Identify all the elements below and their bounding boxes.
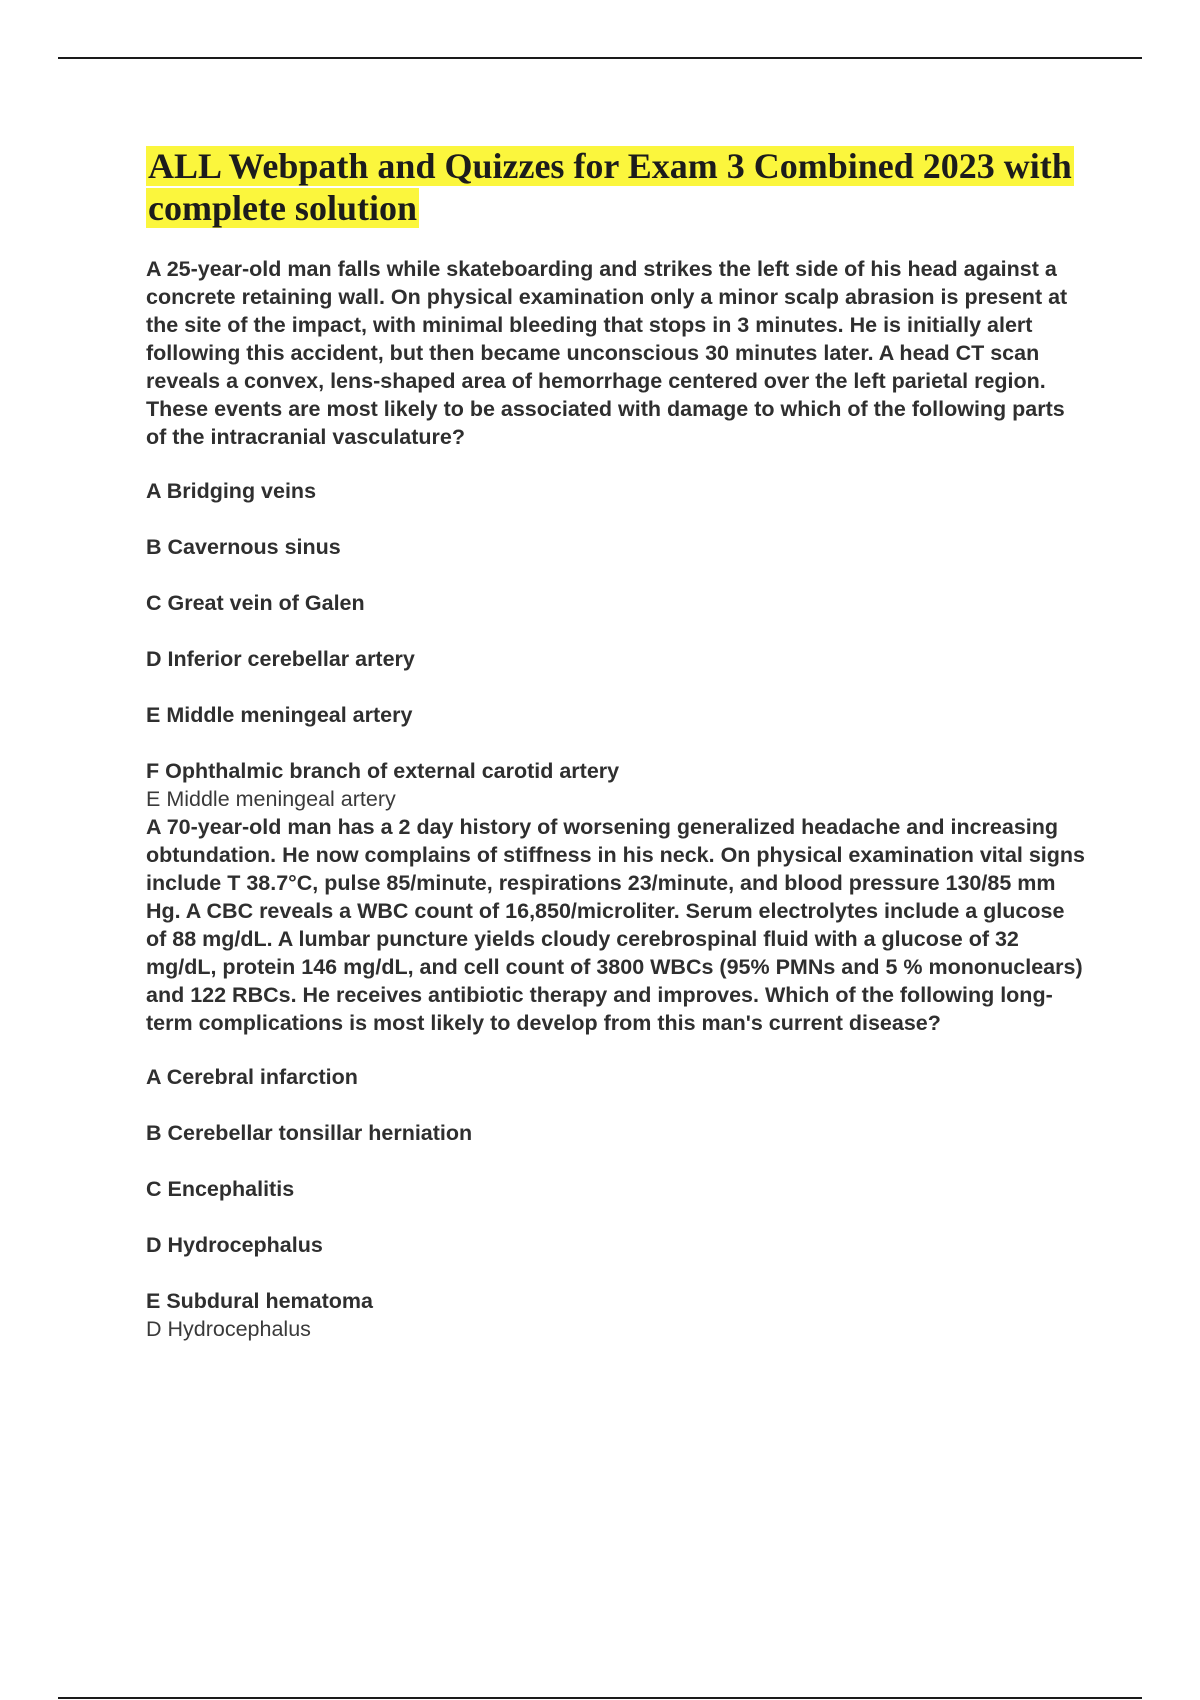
question-2-options: [146, 1063, 1086, 1315]
question-2-option-b: B Cerebellar tonsillar herniation: [146, 1121, 473, 1145]
question-1-answer: E Middle meningeal artery: [146, 787, 396, 811]
question-2-option-d: D Hydrocephalus: [146, 1233, 323, 1257]
question-1-option-a: A Bridging veins: [146, 479, 317, 503]
question-2-text: A 70-year-old man has a 2 day history of worsening generalized headache and increasing obtundation. He now complains of stiffness in his neck. On physical examination vital signs include T 38.7°C, pulse 85/minute, respirations 23/minute, and blood pressure 130/85 mm Hg. A CBC reveals a WBC count of 16,850/microliter. Serum electrolytes include a glucose of 88 mg/dL. A lumbar puncture yields cloudy cerebrospinal fluid with a glucose of 32 mg/dL, protein 146 mg/dL, and cell count of 3800 WBCs (95% PMNs and 5 % mononuclears) and 122 RBCs. He receives antibiotic therapy and improves. Which of the following long-term complications is most likely to develop from this man's current disease?: [146, 815, 1085, 1035]
question-2-option-e: E Subdural hematoma: [146, 1289, 373, 1313]
document-title: [146, 145, 1086, 229]
document-body: [146, 145, 1086, 1343]
question-1-option-b: B Cavernous sinus: [146, 535, 341, 559]
question-1-text: A 25-year-old man falls while skateboarding and strikes the left side of his head against a concrete retaining wall. On physical examination only a minor scalp abrasion is present at the site of the impact, with minimal bleeding that stops in 3 minutes. He is initially alert following this accident, but then became unconscious 30 minutes later. A head CT scan reveals a convex, lens-shaped area of hemorrhage centered over the left parietal region. These events are most likely to be associated with damage to which of the following parts of the intracranial vasculature?: [146, 257, 1068, 449]
question-2-option-a: A Cerebral infarction: [146, 1065, 358, 1089]
title-highlight: ALL Webpath and Quizzes for Exam 3 Combined 2023 with complete solution: [148, 146, 1072, 228]
question-1-options: [146, 477, 1086, 785]
top-rule: [58, 57, 1142, 59]
question-2-option-c: C Encephalitis: [146, 1177, 295, 1201]
bottom-rule: [58, 1697, 1142, 1699]
question-1-option-f: F Ophthalmic branch of external carotid artery: [146, 759, 620, 783]
question-2-answer: D Hydrocephalus: [146, 1317, 311, 1341]
question-1-option-d: D Inferior cerebellar artery: [146, 647, 415, 671]
question-1-option-e: E Middle meningeal artery: [146, 703, 413, 727]
question-1-option-c: C Great vein of Galen: [146, 591, 365, 615]
